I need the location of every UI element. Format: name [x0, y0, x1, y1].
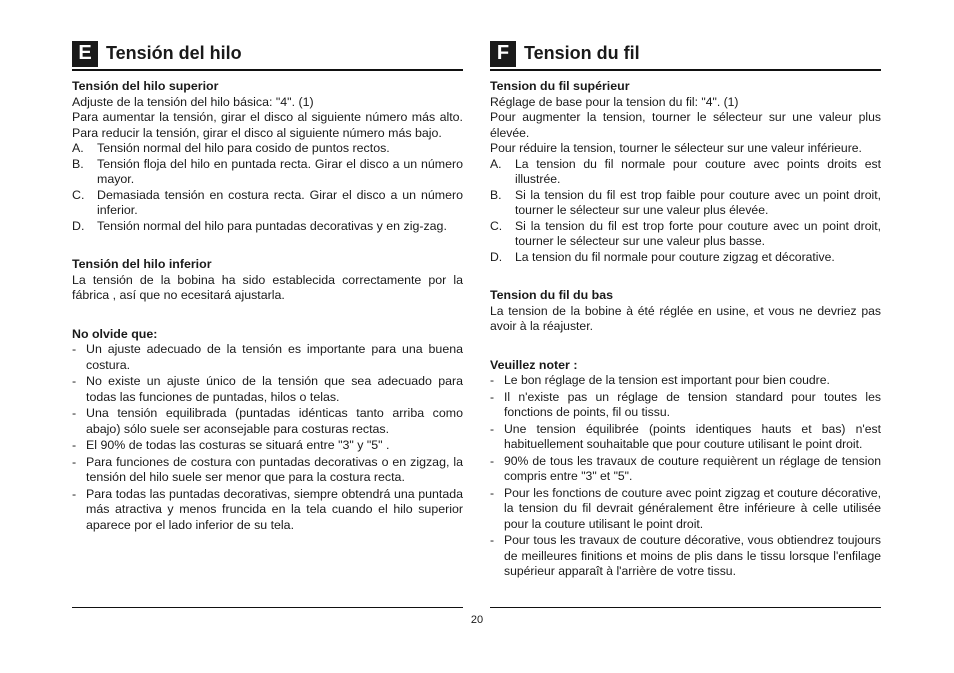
- list-item-text: Para todas las puntadas decorativas, siempre obtendrá una puntada más atractiva y menos fruncida en la tela cuando el hilo superior aparece por el lado inferior de su tela.: [86, 486, 463, 532]
- upper-thread-heading: Tensión del hilo superior: [72, 79, 219, 93]
- increase-paragraph: Pour augmenter la tension, tourner le sélecteur sur une valeur plus élevée.: [490, 110, 881, 140]
- dash-marker: -: [490, 533, 495, 547]
- list-item-text: La tension du fil normale pour couture zigzag et décorative.: [515, 249, 835, 264]
- notes-list: [490, 373, 881, 580]
- bottom-rule-left: [72, 607, 463, 608]
- dash-marker: -: [72, 486, 77, 501]
- list-item: [490, 454, 881, 485]
- list-item: [72, 487, 463, 534]
- list-item-text: Tensión floja del hilo en puntada recta. Girar el disco a un número mayor.: [97, 156, 463, 186]
- list-item-text: 90% de tous les travaux de couture requièrent un réglage de tension compris entre "3" et "5".: [504, 453, 881, 483]
- list-item: [72, 342, 463, 373]
- list-item: [490, 188, 881, 219]
- list-item-text: Tensión normal del hilo para cosido de puntos rectos.: [97, 141, 390, 155]
- notes-heading: Veuillez noter :: [490, 357, 578, 372]
- list-item-text: Tensión normal del hilo para puntadas decorativas y en zig-zag.: [97, 218, 447, 233]
- list-marker: D.: [72, 218, 85, 233]
- list-item-text: Un ajuste adecuado de la tensión es importante para una buena costura.: [86, 342, 463, 372]
- dash-marker: -: [72, 374, 77, 388]
- list-item-text: Pour les fonctions de couture avec point zigzag et couture décorative, la tension du fil devrait généralement être inférieure à celle utilisée pour la couture utilisant le point droit.: [504, 485, 881, 531]
- list-marker: A.: [72, 141, 84, 155]
- list-item-text: Une tension équilibrée (points identiques hauts et bas) n'est habituellement souhaitable que pour couture utilisant le point droit.: [504, 421, 881, 451]
- dash-marker: -: [490, 421, 495, 436]
- dash-marker: -: [490, 373, 495, 387]
- dash-marker: -: [490, 389, 495, 404]
- dash-marker: -: [72, 454, 77, 469]
- list-item-text: No existe un ajuste único de la tensión que sea adecuado para todas las funciones de puntadas, hilos o telas.: [86, 374, 463, 404]
- bobbin-paragraph: La tension de la bobine à été réglée en usine, et vous ne devriez pas avoir à la réajuster.: [490, 303, 881, 333]
- dash-marker: -: [72, 342, 77, 356]
- list-item: [72, 374, 463, 405]
- list-item-text: El 90% de todas las costuras se situará entre "3" y "5" .: [86, 438, 390, 452]
- list-item: [490, 486, 881, 533]
- list-marker: B.: [490, 187, 502, 202]
- section-title: Tension du fil: [524, 43, 640, 63]
- adjust-paragraph: Para aumentar la tensión, girar el disco al siguiente número más alto. Para reducir la tensión, girar el disco al siguiente número más bajo.: [72, 110, 463, 140]
- list-item-text: Si la tension du fil est trop faible pour couture avec un point droit, tourner le sélecteur sur une valeur plus élevée.: [515, 187, 881, 217]
- basic-setting-text: Adjuste de la tensión del hilo básica: "4". (1): [72, 94, 314, 109]
- list-marker: B.: [72, 156, 84, 171]
- bottom-rule-right: [490, 607, 881, 608]
- lower-thread-heading: Tension du fil du bas: [490, 288, 613, 302]
- list-item: [72, 455, 463, 486]
- tension-list: [72, 141, 463, 234]
- section-header: [72, 40, 463, 71]
- basic-setting-text: Réglage de base pour la tension du fil: "4". (1): [490, 94, 739, 109]
- language-badge: F: [490, 41, 516, 67]
- list-item-text: Una tensión equilibrada (puntadas idénticas tanto arriba como abajo) sólo suele ser aconsejable para costuras rectas.: [86, 406, 463, 436]
- dash-marker: -: [72, 406, 77, 420]
- dash-marker: -: [72, 438, 77, 452]
- bobbin-paragraph: La tensión de la bobina ha sido establecida correctamente por la fábrica , así que no ecesitará ajustarla.: [72, 272, 463, 302]
- list-item-text: Pour tous les travaux de couture décorative, vous obtiendrez toujours de meilleures finitions et moins de plis dans le tissu lorsque l'enfilage supérieur apparaît à l'arrière de votre tissu.: [504, 533, 881, 578]
- list-item: [490, 219, 881, 250]
- page-number: 20: [470, 614, 484, 626]
- list-marker: D.: [490, 249, 503, 264]
- list-item: [490, 250, 881, 266]
- language-badge: E: [72, 41, 98, 67]
- list-item: [490, 533, 881, 580]
- list-item-text: Il n'existe pas un réglage de tension standard pour toutes les fonctions de points, fil ou tissu.: [504, 389, 881, 419]
- list-item: [72, 219, 463, 235]
- upper-thread-heading: Tension du fil supérieur: [490, 79, 630, 93]
- list-item-text: La tension du fil normale pour couture avec points droits est illustrée.: [515, 156, 881, 186]
- spanish-section: [72, 40, 463, 534]
- notes-list: [72, 342, 463, 533]
- tension-list: [490, 157, 881, 266]
- list-item: [72, 406, 463, 437]
- list-item-text: Le bon réglage de la tension est important pour bien coudre.: [504, 373, 830, 387]
- list-item: [72, 141, 463, 157]
- list-item-text: Si la tension du fil est trop forte pour couture avec un point droit, tourner le sélecteur sur une valeur plus basse.: [515, 218, 881, 248]
- list-item: [72, 157, 463, 188]
- lower-thread-heading: Tensión del hilo inferior: [72, 257, 212, 271]
- decrease-paragraph: Pour réduire la tension, tourner le sélecteur sur une valeur inférieure.: [490, 141, 862, 155]
- list-item: [490, 373, 881, 389]
- list-item-text: Para funciones de costura con puntadas decorativas o en zigzag, la tensión del hilo suele ser menor que para la costura recta.: [86, 454, 463, 484]
- list-item: [490, 422, 881, 453]
- list-item: [490, 390, 881, 421]
- dash-marker: -: [490, 485, 495, 500]
- list-item-text: Demasiada tensión en costura recta. Girar el disco a un número inferior.: [97, 187, 463, 217]
- list-item: [490, 157, 881, 188]
- french-section: [490, 40, 881, 581]
- list-marker: C.: [72, 187, 85, 202]
- list-item: [72, 188, 463, 219]
- list-marker: A.: [490, 156, 502, 171]
- section-title: Tensión del hilo: [106, 43, 242, 63]
- dash-marker: -: [490, 453, 495, 468]
- section-header: [490, 40, 881, 71]
- list-marker: C.: [490, 218, 503, 233]
- notes-heading: No olvide que:: [72, 326, 158, 341]
- list-item: [72, 438, 463, 454]
